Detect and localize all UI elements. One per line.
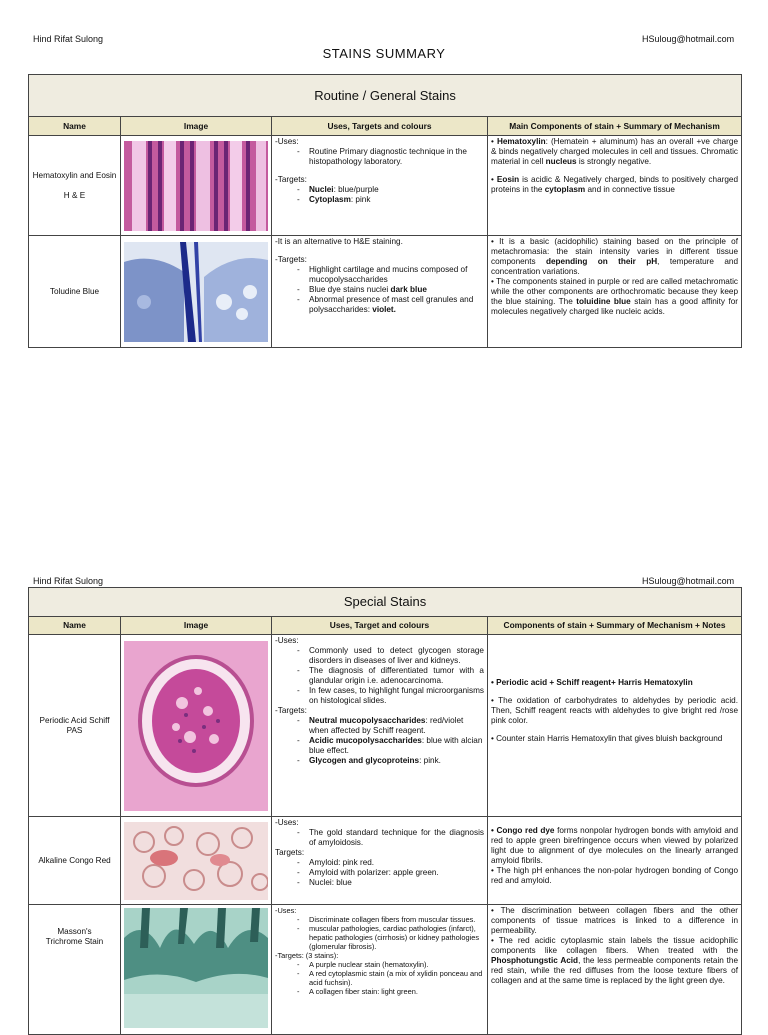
image-toluidine [121,236,272,348]
stain-name-masson [29,905,121,1035]
target-item: - Abnormal presence of mast cell granules and polysaccharides: violet. [297,295,484,315]
stain-name-he [29,136,121,236]
special-stains-table [28,587,742,1035]
mechanism-paragraph: • The oxidation of carbohydrates to aldehydes by periodic acid. Then, Schiff reagent reacts with aldehydes to give bright red /rose pink color. [491,695,739,725]
mechanism-paragraph: • It is a basic (acidophilic) staining based on the principle of metachromasia: the stain intensity varies in different tissue components depending on their pH, temperature and concentration variations. [491,237,739,276]
use-item: - muscular pathologies, cardiac pathologies (infarct), hepatic pathologies (cirrhosis) or kidney pathologies (glomerular fibrosis). [297,924,484,951]
targets-label: -Targets: [275,175,307,184]
pas-micrograph-image [124,641,268,811]
uses-toluidine [272,236,488,348]
use-item: - In few cases, to highlight fungal microorganisms on histological slides. [297,686,484,706]
image-he [121,136,272,236]
mechanism-paragraph: • Periodic acid + Schiff reagent+ Harris Hematoxylin [491,677,693,687]
routine-stains-table [28,74,742,348]
col-header-image: Image [121,117,272,136]
uses-label: -Uses: [275,636,299,645]
congo-micrograph-image [124,822,268,900]
target-item: - Acidic mucopolysaccharides: blue with alcian blue effect. [297,736,484,756]
target-item: - Blue dye stains nuclei dark blue [297,285,484,295]
col-header-uses: Uses, Targets and colours [272,117,488,136]
uses-masson [272,905,488,1035]
target-item: - A red cytoplasmic stain (a mix of xylidin ponceau and acid fuchsin). [297,969,484,987]
target-item: - Cytoplasm: pink [297,195,484,205]
stain-name-masson-line2: Trichrome Stain [45,937,104,946]
col-header-mechanism: Main Components of stain + Summary of Mechanism [488,117,742,136]
target-item: - Nuclei: blue [297,878,484,888]
stain-name-he-full: Hematoxylin and Eosin [32,170,117,180]
target-item: - A collagen fiber stain: light green. [297,987,484,996]
mechanism-masson [488,905,742,1035]
image-masson [121,905,272,1035]
target-item: - A purple nuclear stain (hematoxylin). [297,960,484,969]
table-row-pas [29,635,742,817]
stain-name-pas-abbr: PAS [66,725,83,735]
targets-label: -Targets: (3 stains): [275,951,339,961]
use-item: - Commonly used to detect glycogen storage disorders in diseases of liver and kidneys. [297,646,484,666]
mechanism-he [488,136,742,236]
col-header-name: Name [29,117,121,136]
use-item: - Discriminate collagen fibers from muscular tissues. [297,915,484,924]
mechanism-paragraph: • Hematoxylin: (Hematein + aluminum) has an overall +ve charge & binds negatively charged molecules in cell and tissues. Chromatic material in cell nucleus is strongly negative. [491,137,739,166]
masson-micrograph-image [124,908,268,1028]
mechanism-paragraph: • The components stained in purple or red are called metachromatic while the other components are orthochromatic because they keep the blue staining. The toluidine blue stain has a good affinity for molecules negatively charged like nucleic acids. [491,277,739,316]
stain-name-he-abbr: H & E [63,190,86,200]
uses-pas [272,635,488,817]
mechanism-paragraph: • The discrimination between collagen fibers and the other components of tissue matrices is linked to a difference in permeability. [491,906,739,935]
author-email: HSuloug@hotmail.com [642,34,735,44]
target-item: - Glycogen and glycoproteins: pink. [297,756,484,766]
intro-text: -It is an alternative to H&E staining. [275,237,403,246]
col-header-name: Name [29,617,121,635]
col-header-image: Image [121,617,272,635]
section-heading-routine: Routine / General Stains [29,75,742,117]
image-pas [121,635,272,817]
uses-label: -Uses: [275,818,299,827]
use-item: - The diagnosis of differentiated tumor with a glandular origin i.e. adenocarcinoma. [297,666,484,686]
mechanism-toluidine [488,236,742,348]
targets-label: -Targets: [275,706,307,715]
mechanism-congo [488,817,742,905]
uses-he [272,136,488,236]
section-heading-special: Special Stains [29,588,742,617]
targets-label: Targets: [275,848,305,857]
mechanism-paragraph: • Counter stain Harris Hematoxylin that gives bluish background [491,733,723,743]
author-name: Hind Rifat Sulong [33,34,104,44]
table-row-toluidine [29,236,742,348]
stain-name-congo: Alkaline Congo Red [29,817,121,905]
stain-name-pas-full: Periodic Acid Schiff [39,715,110,725]
author-name-page2: Hind Rifat Sulong [33,576,104,586]
col-header-mechanism: Components of stain + Summary of Mechanism + Notes [488,617,742,635]
uses-label: -Uses: [275,137,299,146]
stain-name-toluidine: Toludine Blue [29,236,121,348]
col-header-uses: Uses, Target and colours [272,617,488,635]
targets-label: -Targets: [275,255,307,264]
target-item: - Highlight cartilage and mucins composed of mucopolysaccharides [297,265,484,285]
image-congo [121,817,272,905]
table-row-congo [29,817,742,905]
mechanism-paragraph: • The high pH enhances the non-polar hydrogen bonding of Congo red and amyloid. [491,866,739,885]
use-item: - The gold standard technique for the diagnosis of amyloidosis. [297,828,484,848]
use-item: - Routine Primary diagnostic technique in the histopathology laboratory. [297,147,484,167]
mechanism-pas [488,635,742,817]
he-micrograph-image [124,141,268,231]
target-item: - Amyloid with polarizer: apple green. [297,868,484,878]
stain-name-masson-line1: Masson's [57,927,92,936]
target-item: - Neutral mucopolysaccharides: red/violet when affected by Schiff reagent. [297,716,484,736]
page-title: STAINS SUMMARY [322,46,446,61]
uses-congo [272,817,488,905]
author-email-page2: HSuloug@hotmail.com [642,576,735,586]
target-item: - Amyloid: pink red. [297,858,484,868]
target-item: - Nuclei: blue/purple [297,185,484,195]
table-row-he [29,136,742,236]
mechanism-paragraph: • Eosin is acidic & Negatively charged, binds to positively charged proteins in the cytoplasm and in connective tissue [491,175,739,194]
toluidine-micrograph-image [124,242,268,342]
mechanism-paragraph: • Congo red dye forms nonpolar hydrogen bonds with amyloid and red to apple green birefringence occurs when viewed by polarized light due to alignment of dye molecules on the linearly arranged amyloid fibrils. [491,826,739,865]
uses-label: -Uses: [275,906,297,915]
stain-name-pas [29,635,121,817]
mechanism-paragraph: • The red acidic cytoplasmic stain labels the tissue acidophilic components like collagen fibers. When treated with the Phosphotungstic Acid, the less permeable components retain the red stain, while the red diffuses from the loose texture fibers of collagen and at the same time is replaced by the light green dye. [491,936,739,985]
table-row-masson [29,905,742,1035]
